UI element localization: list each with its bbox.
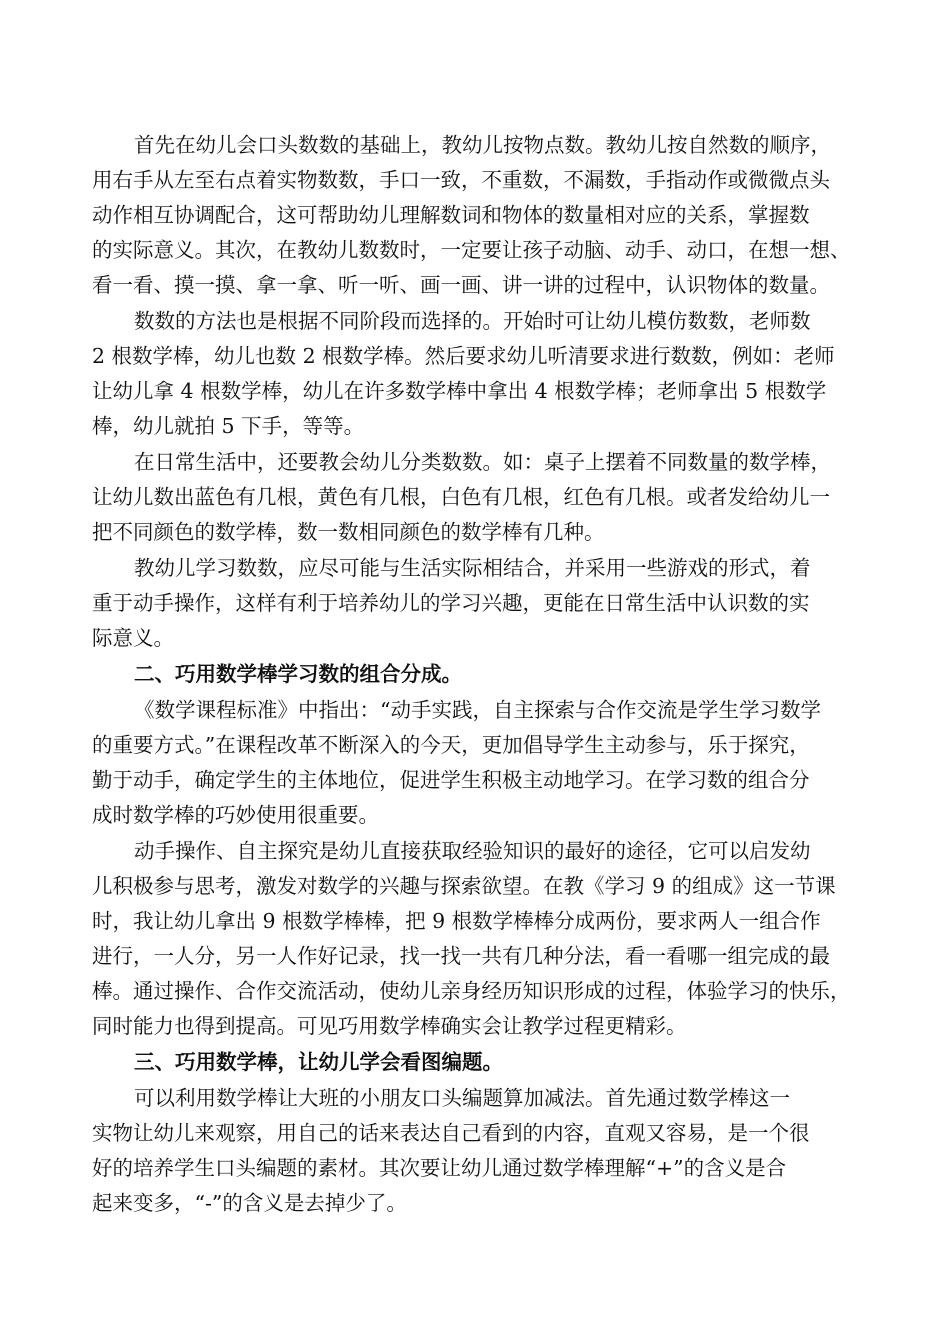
text-line: 的重要方式。”在课程改革不断深入的今天，更加倡导学生主动参与，乐于探究， (92, 733, 810, 757)
body-paragraph (92, 1081, 875, 1221)
text-line: 起来变多，“-”的含义是去掉少了。 (92, 1191, 407, 1215)
section-heading (92, 657, 875, 692)
body-paragraph (92, 445, 875, 550)
text-line: 二、巧用数学棒学习数的组合分成。 (134, 662, 462, 686)
text-line: 2 根数学棒，幼儿也数 2 根数学棒。然后要求幼儿听清要求进行数数，例如：老师 (92, 344, 835, 368)
text-line: 让幼儿数出蓝色有几根，黄色有几根，白色有几根，红色有几根。或者发给幼儿一 (92, 485, 830, 509)
document-page (92, 128, 875, 1222)
text-line: 《数学课程标准》中指出：“动手实践，自主探索与合作交流是学生学习数学 (134, 698, 821, 722)
text-line: 棒，幼儿就拍 5 下手，等等。 (92, 414, 365, 438)
text-line: 教幼儿学习数数，应尽可能与生活实际相结合，并采用一些游戏的形式，着 (134, 556, 811, 580)
text-line: 儿积极参与思考，激发对数学的兴趣与探索欲望。在教《学习 9 的组成》这一节课 (92, 874, 836, 898)
text-line: 的实际意义。其次，在教幼儿数数时，一定要让孩子动脑、动手、动口，在想一想、 (92, 238, 851, 262)
section-heading (92, 1045, 875, 1080)
body-paragraph (92, 693, 875, 833)
text-line: 看一看、摸一摸、拿一拿、听一听、画一画、讲一讲的过程中，认识物体的数量。 (92, 273, 830, 297)
text-line: 同时能力也得到提高。可见巧用数学棒确实会让教学过程更精彩。 (92, 1014, 687, 1038)
text-line: 把不同颜色的数学棒，数一数相同颜色的数学棒有几种。 (92, 520, 605, 544)
text-line: 际意义。 (92, 626, 174, 650)
text-line: 棒。通过操作、合作交流活动，使幼儿亲身经历知识形成的过程，体验学习的快乐， (92, 979, 851, 1003)
text-line: 在日常生活中，还要教会幼儿分类数数。如：桌子上摆着不同数量的数学棒， (134, 450, 831, 474)
text-line: 三、巧用数学棒，让幼儿学会看图编题。 (134, 1050, 503, 1074)
text-line: 首先在幼儿会口头数数的基础上，教幼儿按物点数。教幼儿按自然数的顺序， (134, 133, 831, 157)
text-line: 数数的方法也是根据不同阶段而选择的。开始时可让幼儿模仿数数，老师数 (134, 309, 811, 333)
body-paragraph (92, 551, 875, 656)
body-paragraph (92, 128, 875, 303)
text-line: 让幼儿拿 4 根数学棒，幼儿在许多数学棒中拿出 4 根数学棒；老师拿出 5 根数学 (92, 379, 827, 403)
text-line: 重于动手操作，这样有利于培养幼儿的学习兴趣，更能在日常生活中认识数的实 (92, 591, 810, 615)
text-line: 可以利用数学棒让大班的小朋友口头编题算加减法。首先通过数学棒这一 (134, 1086, 790, 1110)
text-line: 实物让幼儿来观察，用自己的话来表达自己看到的内容，直观又容易，是一个很 (92, 1121, 810, 1145)
text-line: 进行，一人分，另一人作好记录，找一找一共有几种分法，看一看哪一组完成的最 (92, 944, 830, 968)
text-line: 成时数学棒的巧妙使用很重要。 (92, 803, 379, 827)
text-line: 时，我让幼儿拿出 9 根数学棒棒，把 9 根数学棒棒分成两份，要求两人一组合作 (92, 909, 821, 933)
text-line: 勤于动手，确定学生的主体地位，促进学生积极主动地学习。在学习数的组合分 (92, 768, 810, 792)
text-line: 好的培养学生口头编题的素材。其次要让幼儿通过数学棒理解“+”的含义是合 (92, 1156, 787, 1180)
text-line: 用右手从左至右点着实物数数，手口一致，不重数，不漏数，手指动作或微微点头 (92, 168, 830, 192)
text-line: 动手操作、自主探究是幼儿直接获取经验知识的最好的途径，它可以启发幼 (134, 839, 811, 863)
body-paragraph (92, 304, 875, 444)
body-paragraph (92, 834, 875, 1044)
document-body (92, 128, 875, 1221)
text-line: 动作相互协调配合，这可帮助幼儿理解数词和物体的数量相对应的关系，掌握数 (92, 203, 810, 227)
